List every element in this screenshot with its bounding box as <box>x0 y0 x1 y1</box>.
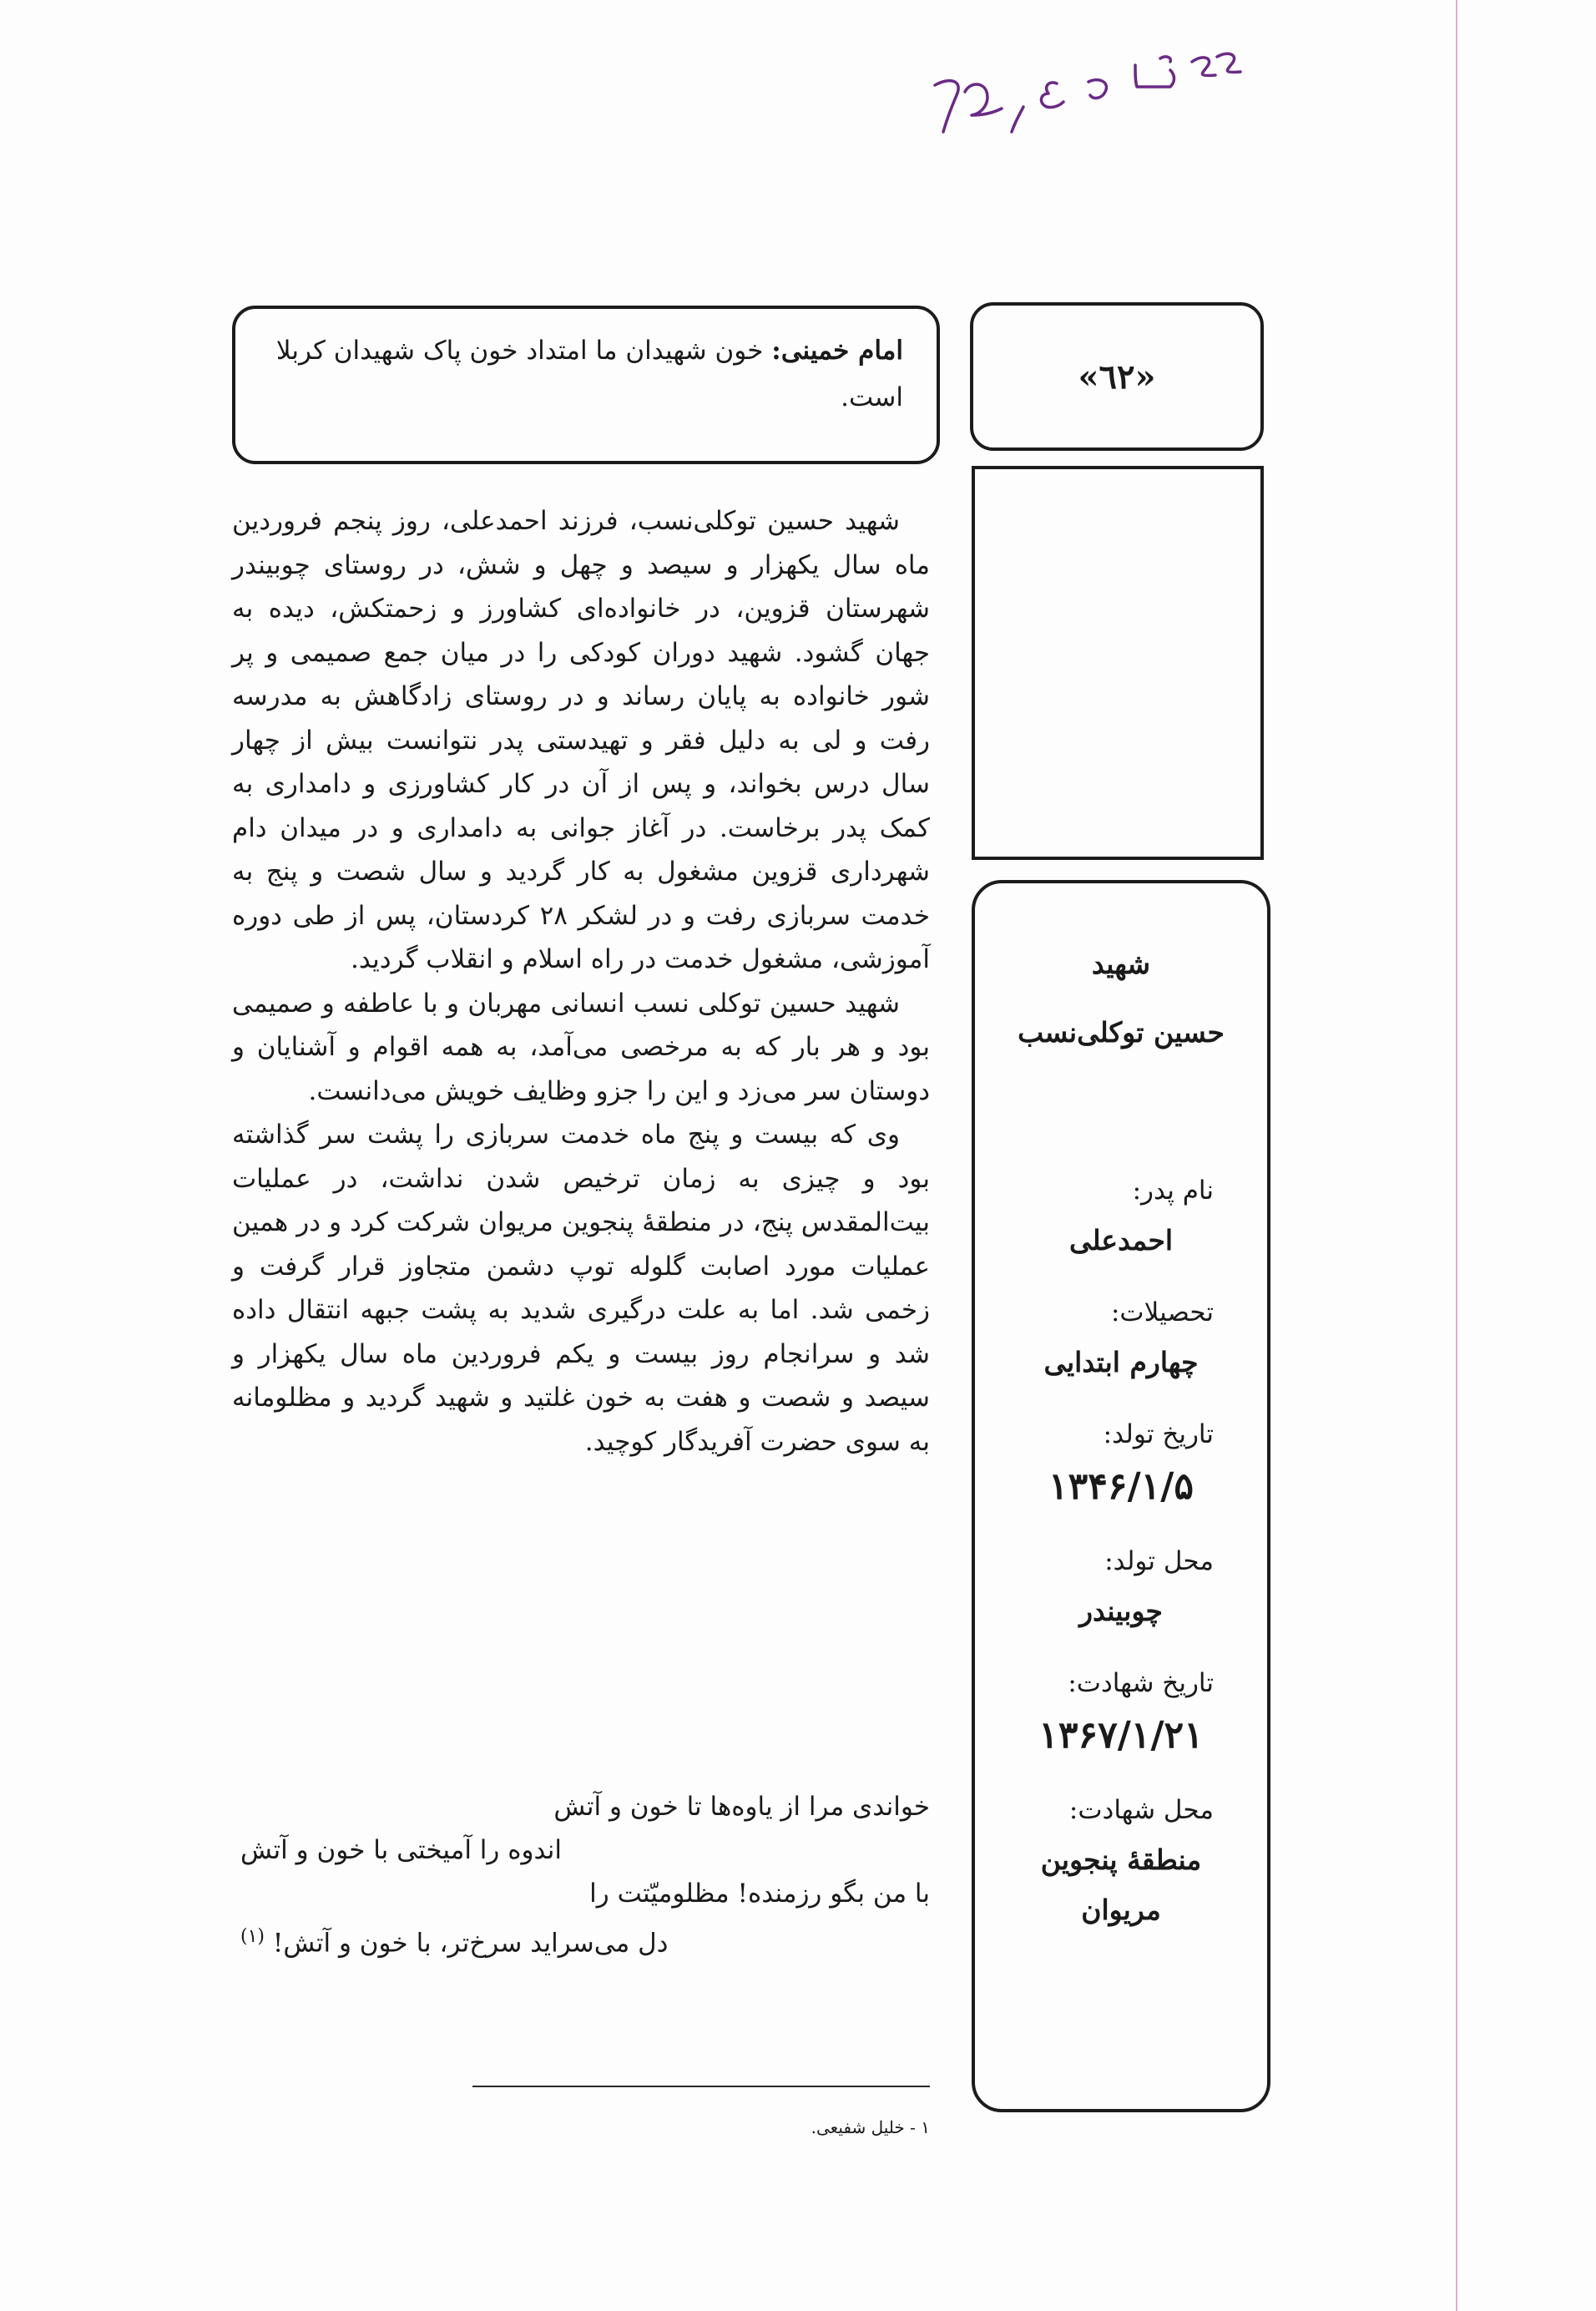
quote-speaker: امام خمینی: <box>771 336 903 366</box>
father-label: نام پدر: <box>1132 1176 1214 1206</box>
biography-paragraph: وی که بیست و پنج ماه خدمت سربازی را پشت سر گذاشته بود و چیزی به زمان ترخیص شدن نداشت، در عملیات بیت‌المقدس پنج، در منطقهٔ پنجوین مریوان شرکت کرد و در همین عملیات مورد اصابت گلوله توپ دشمن متجاوز قرار گرفت و زخمی شد. اما به علت درگیری شدید به پشت جبهه انتقال داده شد و سرانجام روز بیست و یکم فروردین ماه سال یکهزار و سیصد و شصت و هفت به خون غلتید و شهید گردید و مظلومانه به سوی حضرت آفریدگار کوچید. <box>232 1120 931 1457</box>
martyrdom-date-label: تاریخ شهادت: <box>1068 1668 1214 1698</box>
birth-date-value: ۱۳۴۶/۱/۵ <box>1048 1465 1194 1508</box>
martyr-info-box <box>972 880 1270 2112</box>
margin-line <box>1456 0 1457 2311</box>
footnote-divider <box>472 2086 930 2087</box>
martyr-name: حسین توکلی‌نسب <box>1018 1016 1225 1049</box>
biography-paragraph: شهید حسین توکلی‌نسب، فرزند احمدعلی، روز پنجم فروردین ماه سال یکهزار و سیصد و چهل و شش، در روستای چوبیندر شهرستان قزوین، در خانواده‌ای کشاورز و زحمتکش، دیده به جهان گشود. شهید دوران کودکی را در میان جمع صمیمی و پر شور خانواده به پایان رساند و در روستای زادگاهش به مدرسه رفت و لی به دلیل فقر و تهیدستی پدر نتوانست بیش از چهار سال درس بخواند، و پس از آن در کار کشاورزی و دامداری به کمک پدر برخاست. در آغاز جوانی به دامداری و در میدان دام شهرداری قزوین مشغول به کار گردید و سال شصت و پنج به خدمت سربازی رفت و در لشکر ۲۸ کردستان، پس از طی دوره آموزشی، مشغول خدمت در راه اسلام و انقلاب گردید. <box>232 506 930 974</box>
martyrdom-date-value: ۱۳۶۷/۱/۲۱ <box>1038 1714 1204 1757</box>
education-value: چهارم ابتدایی <box>1043 1346 1199 1378</box>
poem <box>232 1785 930 1965</box>
birth-date-label: تاریخ تولد: <box>1103 1419 1214 1449</box>
birth-place-label: محل تولد: <box>1104 1546 1214 1576</box>
footnote: ۱ - خلیل شفیعی. <box>811 2117 930 2137</box>
footnote-reference: (۱) <box>240 1926 265 1947</box>
biography-paragraph: شهید حسین توکلی نسب انسانی مهربان و با عاطفه و صمیمی بود و هر بار که به مرخصی می‌آمد، به همه اقوام و آشنایان و دوستان سر می‌زد و این را جزو وظایف خویش می‌دانست. <box>232 988 930 1106</box>
martyrdom-place-label: محل شهادت: <box>1068 1795 1214 1825</box>
biography-text <box>232 499 930 1464</box>
photo-placeholder <box>972 466 1264 860</box>
poem-line: خواندی مرا از یاوه‌ها تا خون و آتش <box>553 1792 930 1822</box>
quote-box <box>232 306 940 464</box>
father-value: احمدعلی <box>1068 1224 1174 1257</box>
poem-line: با من بگو رزمنده! مظلومیّتت را <box>589 1879 930 1909</box>
martyrdom-place-value: منطقهٔ پنجوین <box>1040 1843 1202 1876</box>
education-label: تحصیلات: <box>1110 1297 1214 1327</box>
poem-line-text: دل می‌سراید سرخ‌تر، با خون و آتش! <box>272 1928 669 1959</box>
martyr-title: شهید <box>1091 948 1151 980</box>
poem-line-last <box>232 1915 930 1965</box>
martyrdom-place-value-2: مریوان <box>1081 1894 1161 1926</box>
handwritten-annotation <box>910 33 1260 150</box>
page-number: «٦٢» <box>1078 357 1156 397</box>
quote-text: خون شهیدان ما امتداد خون پاک شهیدان کربلا است. <box>275 336 903 412</box>
page-number-box <box>970 302 1264 451</box>
handwritten-annotation-image <box>910 33 1260 150</box>
birth-place-value: چوبیندر <box>1079 1595 1163 1627</box>
poem-line: اندوه را آمیختی با خون و آتش <box>240 1835 562 1865</box>
